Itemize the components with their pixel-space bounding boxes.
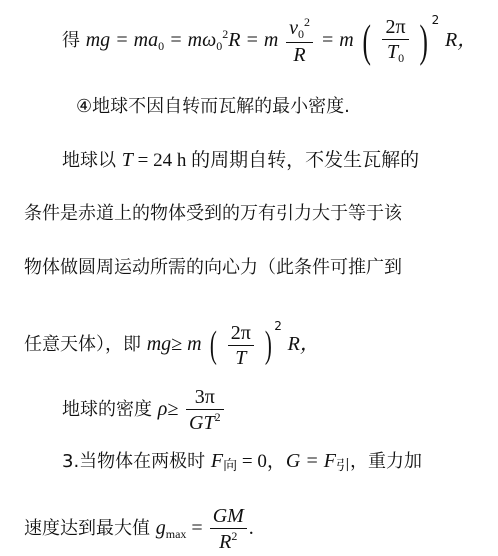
fraction-3pi-over-GT2: $\frac{3\pi}{GT^2}$ — [186, 386, 224, 434]
left-paren: ( — [362, 15, 372, 66]
math-tail: R， — [445, 29, 478, 51]
fraction-v0sq-over-R: $\frac{v_0^2}{R}$ — [286, 16, 313, 66]
paragraph-line-4: 任意天体），即 mg≥ m ( $\frac{2\pi}{T}$ ) $^2$ R， — [24, 319, 320, 369]
item-3-line-1: 3.当物体在两极时 F向 = 0，G = F引，重力加 — [62, 450, 423, 474]
text-de: 得 — [62, 30, 80, 51]
fraction-2pi-over-T0: $\frac{2\pi}{T_0}$ — [382, 16, 408, 65]
paragraph-line-3: 物体做圆周运动所需的向心力（此条件可推广到 — [24, 257, 402, 278]
heading-item-4: ④地球不因自转而瓦解的最小密度. — [76, 96, 350, 117]
equation-line-1: 得 mg = $ma_0 = m\omega_0^2R = m$ $\frac{v_0^2}{R}$ = m ( $\frac{2\pi}{T_0}$ ) $^2$ R， — [62, 13, 478, 67]
right-paren: ) — [419, 15, 429, 66]
paragraph-line-2: 条件是赤道上的物体受到的万有引力大于等于该 — [24, 203, 402, 224]
fraction-GM-over-R2: $\frac{GM}{R^2}$ — [210, 505, 247, 553]
math-eq4: = m — [320, 29, 354, 51]
item-3-line-2: 速度达到最大值 $g_{max}$ = $\frac{GM}{R^2}$ . — [24, 505, 254, 553]
density-line: 地球的密度 ρ≥ $\frac{3\pi}{GT^2}$ — [62, 386, 226, 434]
fraction-2pi-over-T: $\frac{2\pi}{T}$ — [228, 322, 254, 369]
math-eq1: mg = $ma_0 = m\omega_0^2R = m$ — [85, 27, 279, 53]
paragraph-line-1: 地球以 T = 24 h 的周期自转，不发生瓦解的 — [62, 149, 420, 171]
